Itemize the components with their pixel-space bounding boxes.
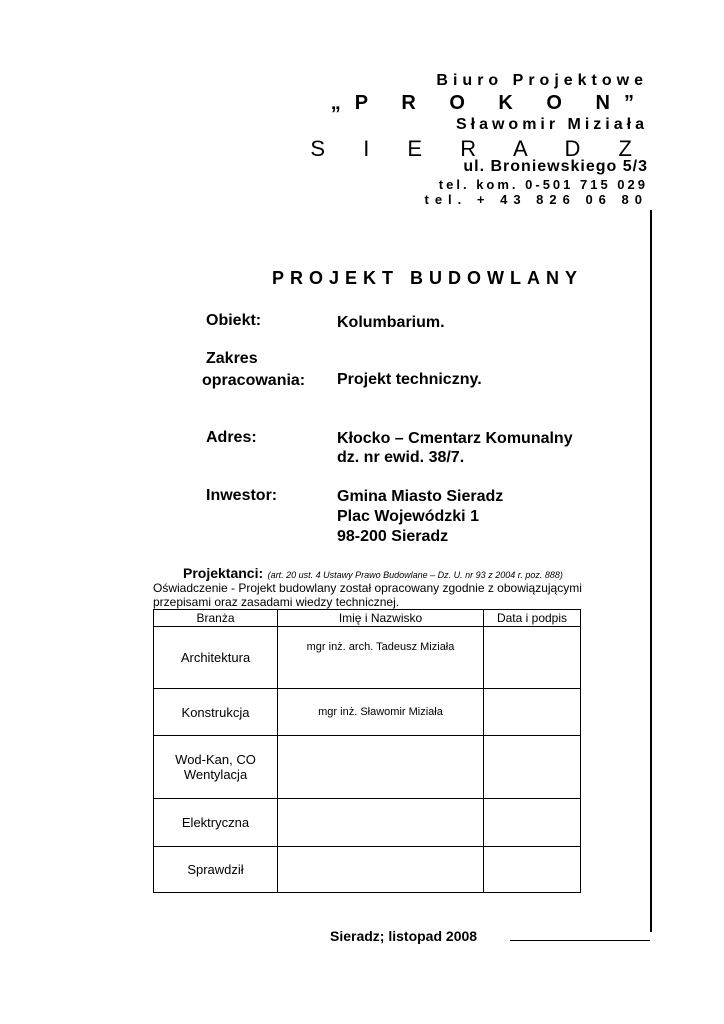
company-street: ul. Broniewskiego 5/3 xyxy=(463,158,648,175)
company-owner: Sławomir Miziała xyxy=(455,116,648,133)
branza-cell: Konstrukcja xyxy=(154,689,278,736)
header-branza: Branża xyxy=(154,610,278,627)
place-date: Sieradz; listopad 2008 xyxy=(330,928,478,944)
designer-name-cell xyxy=(278,799,484,847)
company-phone: tel. + 43 826 06 80 xyxy=(424,192,648,207)
signature-cell xyxy=(484,847,581,893)
margin-rule xyxy=(650,210,652,932)
table-row xyxy=(154,689,581,736)
zakres-label-line2: opracowania: xyxy=(202,372,306,389)
header-data-podpis: Data i podpis xyxy=(484,610,581,627)
inwestor-value-line3: 98-200 Sieradz xyxy=(337,528,449,545)
table-row xyxy=(154,736,581,799)
inwestor-value-line2: Plac Wojewódzki 1 xyxy=(337,508,479,525)
signature-cell xyxy=(484,799,581,847)
branza-cell: Elektryczna xyxy=(154,799,278,847)
inwestor-label: Inwestor: xyxy=(206,487,278,504)
branza-cell: Architektura xyxy=(154,627,278,689)
table-header-row xyxy=(154,610,581,627)
zakres-value: Projekt techniczny. xyxy=(337,371,482,388)
signoff-table xyxy=(153,609,581,893)
branza-line1: Wod-Kan, CO xyxy=(175,752,256,767)
signature-cell xyxy=(484,736,581,799)
branza-cell: Sprawdził xyxy=(154,847,278,893)
inwestor-value-line1: Gmina Miasto Sieradz xyxy=(337,488,504,505)
branza-cell xyxy=(154,736,278,799)
statement-line2: przepisami oraz zasadami wiedzy technicznej. xyxy=(153,595,400,609)
adres-label: Adres: xyxy=(206,429,257,446)
signature-cell xyxy=(484,627,581,689)
designer-name-cell: mgr inż. arch. Tadeusz Miziała xyxy=(278,627,484,689)
branza-line2: Wentylacja xyxy=(183,767,248,782)
zakres-label-line1: Zakres xyxy=(206,350,258,367)
adres-value-line1: Kłocko – Cmentarz Komunalny xyxy=(337,430,573,447)
designer-name-cell xyxy=(278,736,484,799)
obiekt-value: Kolumbarium. xyxy=(337,314,445,331)
designer-name-cell xyxy=(278,847,484,893)
projektanci-heading: Projektanci: xyxy=(183,565,264,581)
signature-line xyxy=(510,940,650,941)
obiekt-label: Obiekt: xyxy=(206,312,262,329)
statement-line1: Oświadczenie - Projekt budowlany został opracowany zgodnie z obowiązującymi xyxy=(153,581,582,595)
projektanci-legal-note: (art. 20 ust. 4 Ustawy Prawo Budowlane – Dz. U. nr 93 z 2004 r. poz. 888) xyxy=(267,570,563,580)
table-row xyxy=(154,847,581,893)
adres-value-line2: dz. nr ewid. 38/7. xyxy=(337,449,465,466)
document-title: PROJEKT BUDOWLANY xyxy=(272,268,584,288)
table-row xyxy=(154,799,581,847)
designer-name-cell: mgr inż. Sławomir Miziała xyxy=(278,689,484,736)
company-mobile: tel. kom. 0-501 715 029 xyxy=(438,177,648,192)
header-imie-nazwisko: Imię i Nazwisko xyxy=(278,610,484,627)
company-brand: „P R O K O N” xyxy=(330,92,648,114)
signature-cell xyxy=(484,689,581,736)
company-city: S I E R A D Z xyxy=(310,136,648,161)
designer-statement xyxy=(153,581,598,609)
table-row xyxy=(154,627,581,689)
company-name: Biuro Projektowe xyxy=(436,72,648,89)
